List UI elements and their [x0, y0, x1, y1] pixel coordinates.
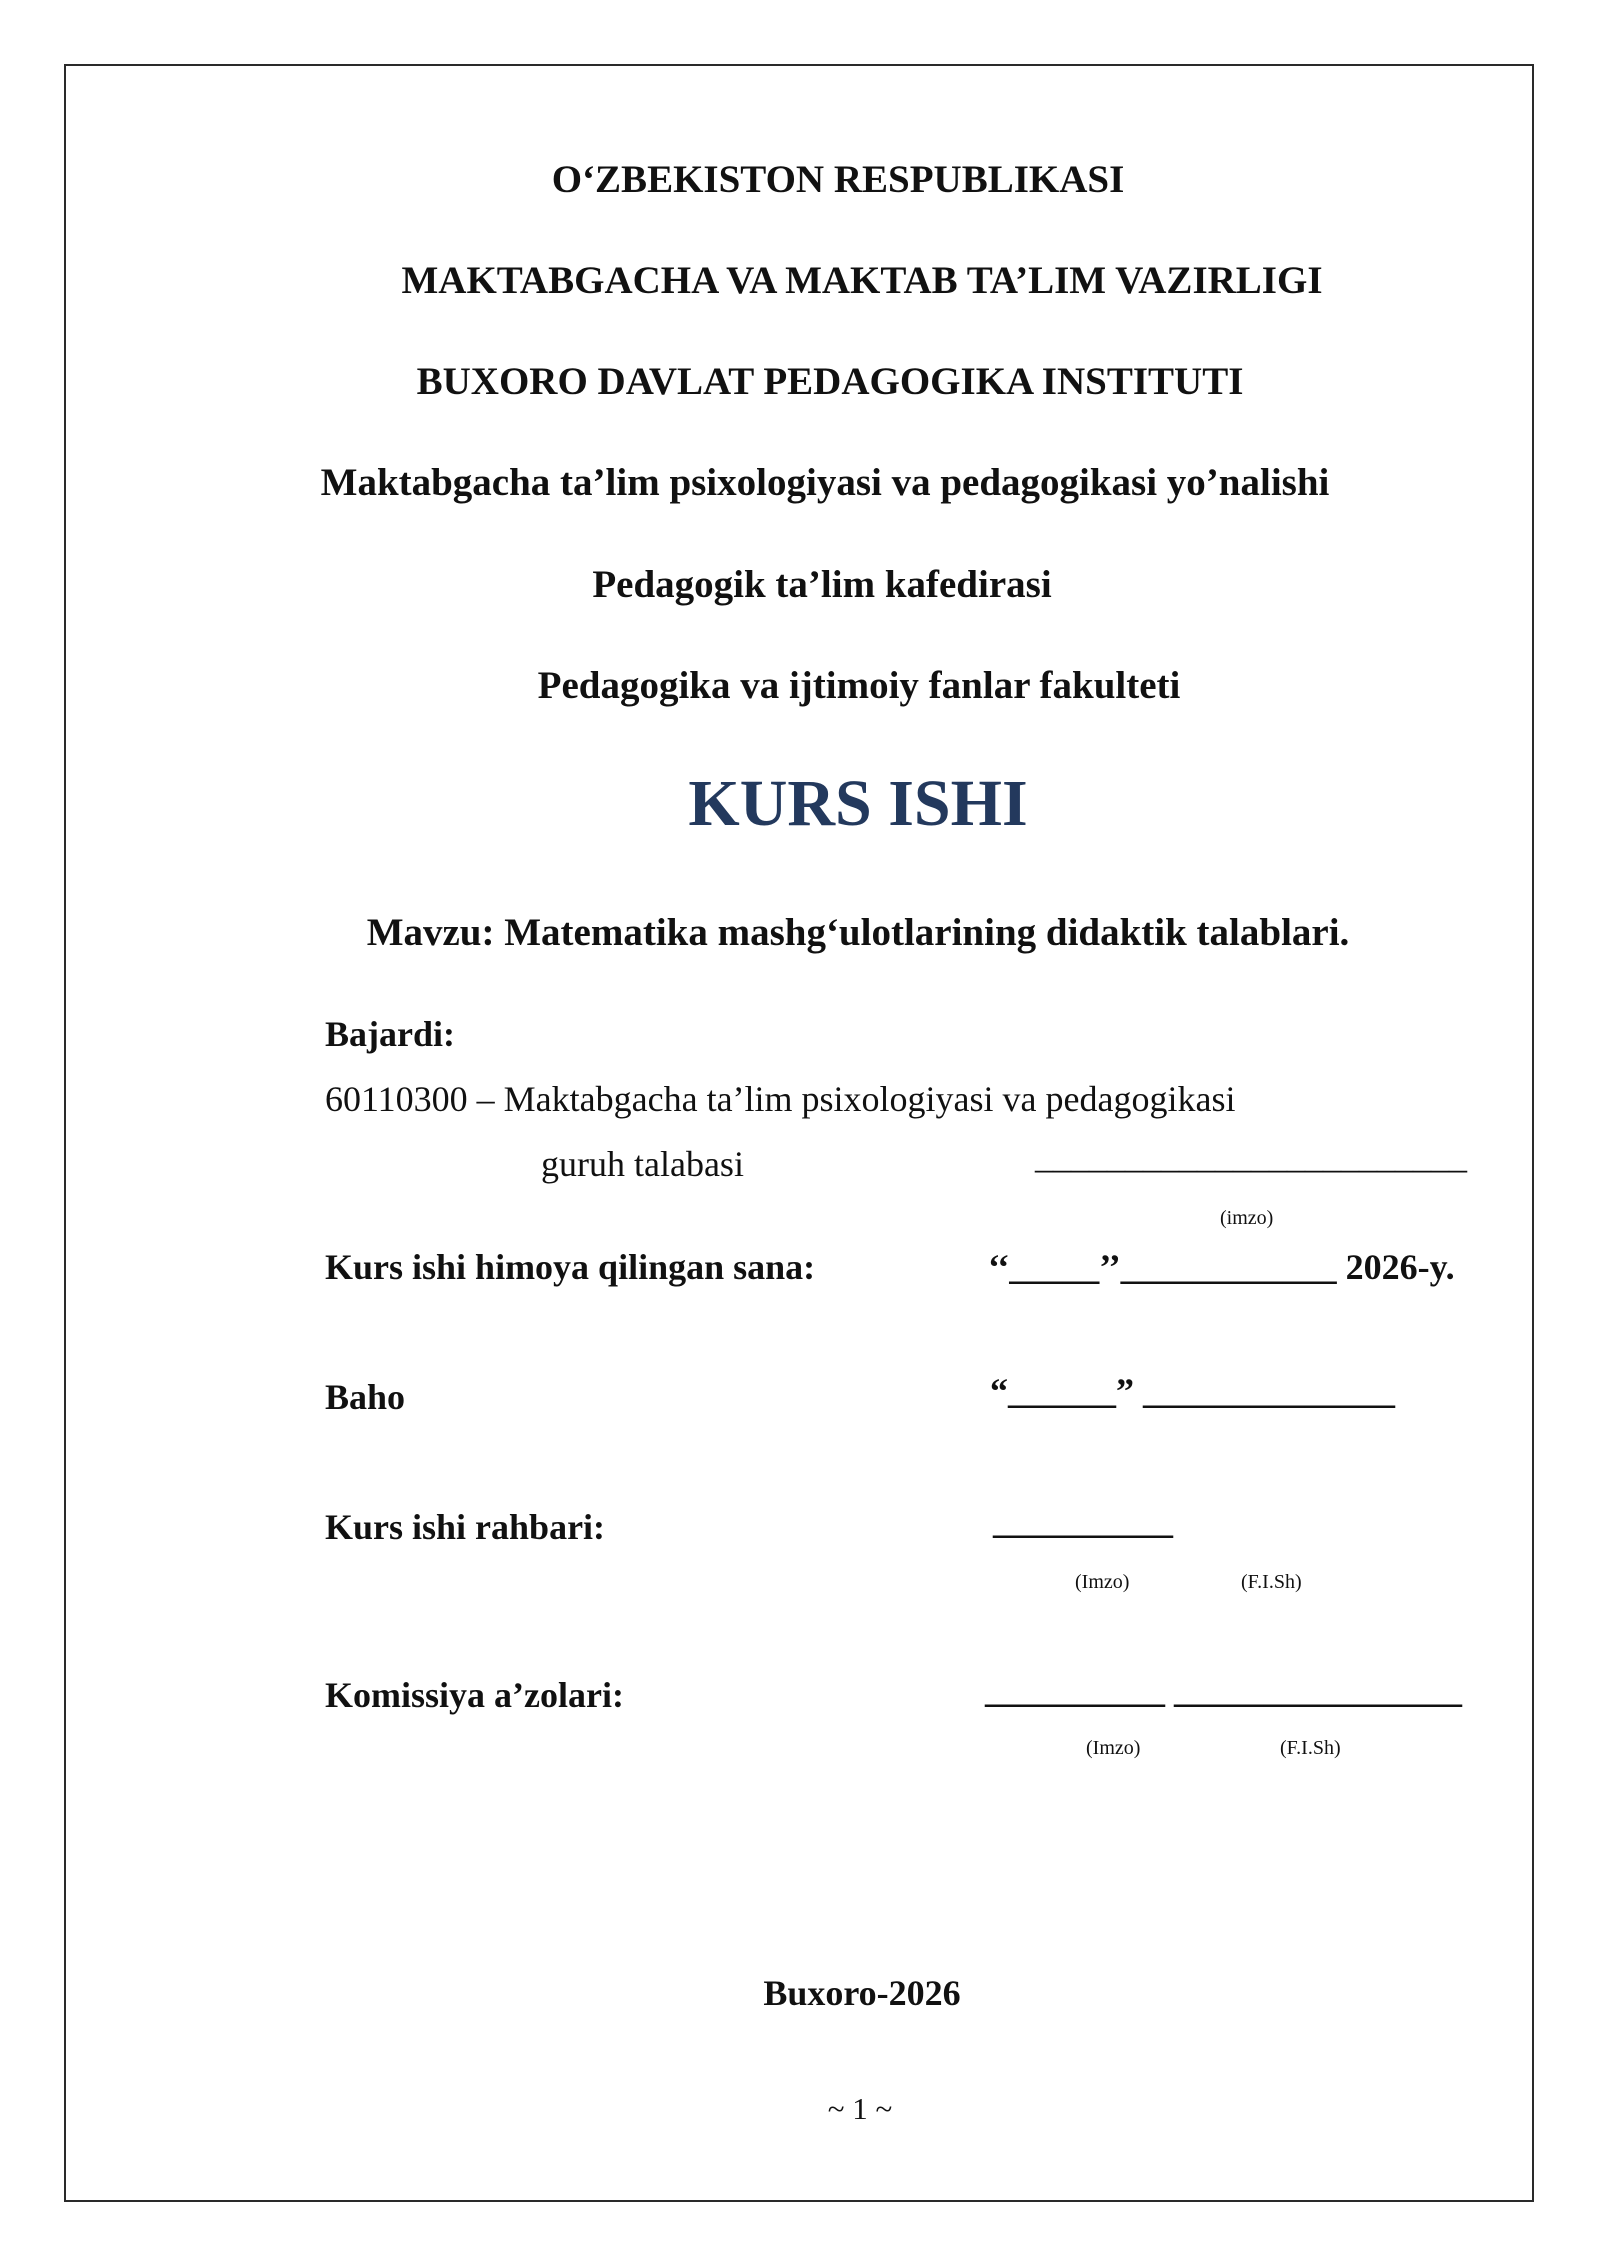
commission-signature-lines: __________ ________________: [985, 1670, 1462, 1710]
supervisor-signature-line: __________: [993, 1501, 1173, 1541]
commission-label: Komissiya a’zolari:: [325, 1675, 624, 1715]
header-country: O‘ZBEKISTON RESPUBLIKASI: [551, 158, 1125, 201]
performer-group: guruh talabasi: [541, 1144, 744, 1184]
document-title: KURS ISHI: [688, 767, 1028, 840]
page-number: ~ 1 ~: [827, 2091, 893, 2126]
supervisor-label: Kurs ishi rahbari:: [325, 1507, 606, 1547]
grade-value: “______” ______________: [990, 1371, 1395, 1411]
grade-label: Baho: [325, 1377, 406, 1417]
performer-signature-caption: (imzo): [1220, 1207, 1274, 1229]
performer-program: 60110300 – Maktabgacha ta’lim psixologiyasi va pedagogikasi: [325, 1079, 1236, 1119]
header-faculty: Pedagogika va ijtimoiy fanlar fakulteti: [537, 664, 1181, 707]
supervisor-sign-caption: (Imzo): [1075, 1571, 1130, 1593]
defense-date-value: ‘‘_____’’____________ 2026-y.: [988, 1247, 1455, 1287]
commission-sign-caption: (Imzo): [1086, 1737, 1141, 1759]
commission-name-caption: (F.I.Sh): [1280, 1737, 1341, 1759]
topic: Mavzu: Matematika mashg‘ulotlarining didaktik talablari.: [366, 911, 1350, 954]
city-year: Buxoro-2026: [763, 1973, 961, 2013]
performer-label: Bajardi:: [325, 1014, 455, 1054]
performer-signature-line: ________________________: [1035, 1136, 1467, 1176]
supervisor-name-caption: (F.I.Sh): [1241, 1571, 1302, 1593]
header-ministry: MAKTABGACHA VA MAKTAB TA’LIM VAZIRLIGI: [401, 259, 1323, 302]
header-department: Pedagogik ta’lim kafedirasi: [592, 563, 1052, 606]
header-institute: BUXORO DAVLAT PEDAGOGIKA INSTITUTI: [416, 360, 1244, 403]
header-direction: Maktabgacha ta’lim psixologiyasi va pedagogikasi yo’nalishi: [320, 461, 1330, 504]
defense-date-label: Kurs ishi himoya qilingan sana:: [325, 1247, 816, 1287]
